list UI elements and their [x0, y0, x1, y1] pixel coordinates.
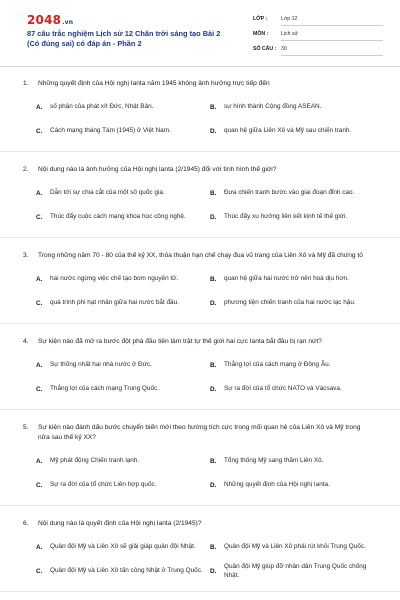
option-text: phương tiện chiến tranh của hai nước lạc hậu.: [224, 299, 356, 307]
option-letter: D.: [210, 127, 217, 135]
option-letter: C.: [36, 213, 43, 221]
question-text: Sự kiện nào đã mở ra bước đột phá đầu tiên làm trật tự thế giới hai cực Ianta bắt đầu bị rạn nứt?: [38, 338, 322, 345]
meta-grade-label: LỚP :: [253, 16, 268, 22]
meta-row-grade: [253, 14, 383, 29]
option-b[interactable]: [210, 355, 384, 375]
question-number: 2.: [23, 166, 29, 173]
option-letter: D.: [210, 567, 217, 575]
option-b[interactable]: [210, 451, 384, 471]
question-item: [0, 152, 400, 238]
question-text: Sự kiện nào đánh dấu bước chuyển biến mới theo hướng tích cực trong mối quan hệ của Liên Xô và Mỹ trong nửa sau thế kỷ XX?: [38, 424, 361, 441]
option-text: Sự ra đời của tổ chức Liên hợp quốc.: [50, 481, 157, 489]
option-letter: D.: [210, 385, 217, 393]
option-a[interactable]: [36, 97, 210, 117]
question-item: [0, 66, 400, 152]
option-a[interactable]: [36, 183, 210, 203]
option-letter: A.: [36, 189, 43, 197]
option-d[interactable]: [210, 121, 384, 141]
option-letter: C.: [36, 127, 43, 135]
option-text: hai nước ngừng việc chế tạo bom nguyên tử.: [50, 275, 179, 283]
option-b[interactable]: [210, 537, 384, 557]
option-letter: C.: [36, 385, 43, 393]
option-a[interactable]: [36, 537, 210, 557]
question-item: [0, 410, 400, 506]
option-b[interactable]: [210, 97, 384, 117]
option-c[interactable]: [36, 293, 210, 313]
option-text: sự hình thành Cộng đồng ASEAN.: [224, 103, 322, 111]
option-letter: D.: [210, 213, 217, 221]
question-text: Nội dung nào là quyết định của Hội nghị Ianta (2/1945)?: [38, 520, 202, 527]
question-text: Trong những năm 70 - 80 của thế kỷ XX, thỏa thuận hạn chế chạy đua vũ trang của Liên Xô và Mỹ đã chứng tỏ: [38, 252, 363, 259]
option-text: Đưa chiến tranh bước vào giai đoạn đỉnh cao.: [224, 189, 355, 197]
option-text: số phận của phát xít Đức, Nhật Bản.: [50, 103, 154, 111]
option-letter: D.: [210, 481, 217, 489]
option-letter: B.: [210, 543, 217, 551]
option-letter: A.: [36, 103, 43, 111]
option-c[interactable]: [36, 121, 210, 141]
option-text: Mỹ phát động Chiến tranh lạnh.: [50, 457, 140, 465]
option-c[interactable]: [36, 379, 210, 399]
meta-count-value: 30: [281, 44, 383, 56]
option-text: Những quyết định của Hội nghị Ianta.: [224, 481, 330, 489]
option-letter: A.: [36, 457, 43, 465]
meta-subject-value: Lịch sử: [281, 29, 383, 41]
option-letter: B.: [210, 361, 217, 369]
option-text: Sự thống nhất hai nhà nước ở Đức.: [50, 361, 152, 369]
option-text: Thắng lợi của cách mạng Trung Quốc.: [50, 385, 159, 393]
question-item: [0, 238, 400, 324]
option-text: Thắng lợi của cách mạng ở Đông Âu.: [224, 361, 331, 369]
meta-subject-label: MÔN :: [253, 31, 269, 37]
question-number: 1.: [23, 80, 29, 87]
logo-main: 2048: [27, 13, 62, 27]
option-text: Sự ra đời của tổ chức NATO và Vácsava.: [224, 385, 342, 393]
option-a[interactable]: [36, 269, 210, 289]
question-text: Những quyết định của Hội nghị Ianta năm 1945 không ảnh hưởng trực tiếp đến: [38, 80, 270, 87]
question-text: Nội dung nào là ảnh hưởng của Hội nghị Ianta (2/1945) đối với tình hình thế giới?: [38, 166, 277, 173]
option-letter: C.: [36, 567, 43, 575]
option-text: Quân đội Mỹ giúp đỡ nhân dân Trung Quốc chống Nhật.: [224, 562, 367, 579]
option-c[interactable]: [36, 207, 210, 227]
option-letter: A.: [36, 361, 43, 369]
question-number: 5.: [23, 424, 29, 431]
option-text: quan hệ giữa hai nước trở nên hoà dịu hơn.: [224, 275, 349, 283]
option-text: Thúc đẩy cuộc cách mạng khoa học công nghệ.: [50, 213, 186, 221]
meta-grade-value: Lớp 12: [281, 14, 383, 26]
page-header: [0, 0, 400, 67]
option-text: Tổng thống Mỹ sang thăm Liên Xô.: [224, 457, 324, 465]
option-d[interactable]: [210, 561, 384, 581]
option-text: Quân đội Mỹ và Liên Xô sẽ giải giáp quân đội Nhật.: [50, 543, 196, 551]
option-c[interactable]: [36, 475, 210, 495]
meta-row-count: [253, 44, 383, 59]
option-letter: A.: [36, 543, 43, 551]
option-d[interactable]: [210, 379, 384, 399]
question-number: 4.: [23, 338, 29, 345]
option-text: Cách mạng tháng Tám (1945) ở Việt Nam.: [50, 127, 171, 135]
logo-tld: .vn: [62, 19, 74, 26]
question-number: 6.: [23, 520, 29, 527]
option-text: Quân đội Mỹ và Liên Xô tấn công Nhật ở Trung Quốc.: [50, 567, 203, 575]
option-text: Thúc đẩy xu hướng liên kết kinh tế thế giới.: [224, 213, 348, 221]
question-list: [0, 66, 400, 592]
meta-table: [253, 14, 383, 59]
option-letter: B.: [210, 189, 217, 197]
question-item: [0, 324, 400, 410]
option-text: Quân đội Mỹ và Liên Xô phải rút khỏi Trung Quốc.: [224, 543, 366, 551]
option-letter: B.: [210, 275, 217, 283]
option-c[interactable]: [36, 561, 210, 581]
option-b[interactable]: [210, 269, 384, 289]
meta-row-subject: [253, 29, 383, 44]
option-a[interactable]: [36, 355, 210, 375]
option-letter: B.: [210, 457, 217, 465]
option-letter: C.: [36, 481, 43, 489]
option-text: quan hệ giữa Liên Xô và Mỹ sau chiến tranh.: [224, 127, 352, 135]
meta-count-label: SỐ CÂU :: [253, 46, 277, 52]
page-title: 87 câu trắc nghiệm Lịch sử 12 Chân trời sáng tạo Bài 2 (Có đúng sai) có đáp án - Phần 2: [27, 29, 221, 48]
question-number: 3.: [23, 252, 29, 259]
option-d[interactable]: [210, 293, 384, 313]
question-item: [0, 506, 400, 592]
site-logo[interactable]: [27, 13, 73, 27]
option-letter: A.: [36, 275, 43, 283]
option-letter: C.: [36, 299, 43, 307]
option-letter: D.: [210, 299, 217, 307]
option-b[interactable]: [210, 183, 384, 203]
option-d[interactable]: [210, 207, 384, 227]
option-letter: B.: [210, 103, 217, 111]
option-text: quá trình phi hạt nhân giữa hai nước bắt đầu.: [50, 299, 179, 307]
option-text: Dẫn tới sự chia cắt của một số quốc gia.: [50, 189, 165, 197]
option-a[interactable]: [36, 451, 210, 471]
option-d[interactable]: [210, 475, 384, 495]
